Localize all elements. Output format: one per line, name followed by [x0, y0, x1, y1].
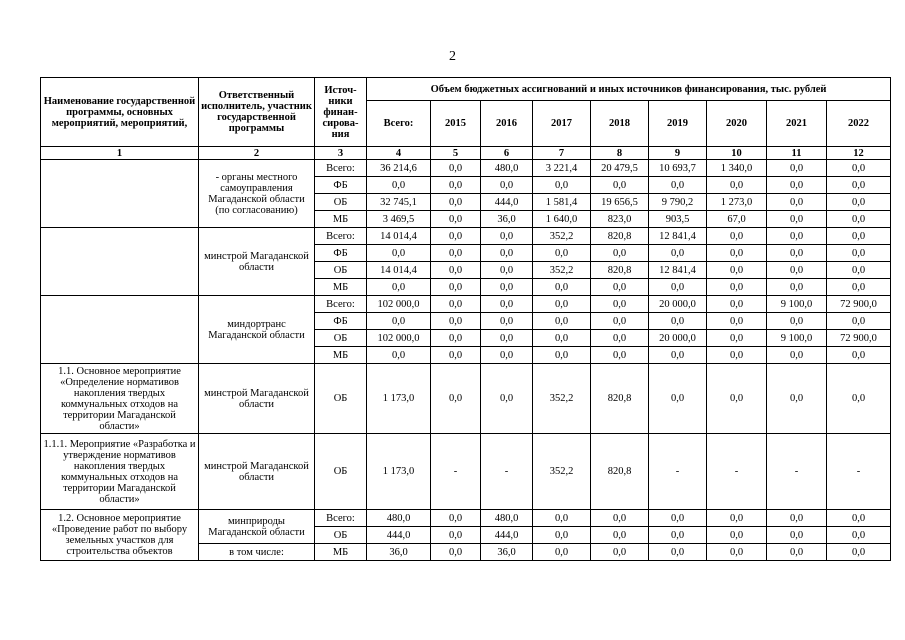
- cell-value: 352,2: [533, 262, 591, 279]
- column-number: 8: [591, 147, 649, 160]
- column-number: 7: [533, 147, 591, 160]
- cell-value: 0,0: [591, 177, 649, 194]
- cell-value: 0,0: [827, 245, 891, 262]
- cell-value: 0,0: [649, 347, 707, 364]
- table-row: [41, 296, 891, 313]
- header-year: 2019: [649, 101, 707, 147]
- cell-value: 0,0: [481, 279, 533, 296]
- cell-value: 480,0: [481, 160, 533, 177]
- cell-value: 36 214,6: [367, 160, 431, 177]
- cell-value: 0,0: [827, 160, 891, 177]
- table-row: [41, 434, 891, 510]
- row-executor-note: в том числе:: [199, 544, 315, 561]
- cell-value: 0,0: [827, 194, 891, 211]
- row-executor: минприроды Магаданской области: [199, 510, 315, 544]
- column-number: 5: [431, 147, 481, 160]
- cell-value: 0,0: [649, 245, 707, 262]
- cell-value: 0,0: [367, 279, 431, 296]
- column-number-row: [41, 147, 891, 160]
- table-row: [41, 364, 891, 434]
- column-number: 6: [481, 147, 533, 160]
- header-executor: Ответственный исполнитель, участник государственной программы: [199, 78, 315, 147]
- cell-value: -: [649, 434, 707, 510]
- table-body: [41, 160, 891, 561]
- cell-value: 0,0: [767, 279, 827, 296]
- cell-value: 0,0: [707, 510, 767, 527]
- cell-value: 0,0: [533, 279, 591, 296]
- cell-value: 0,0: [591, 279, 649, 296]
- cell-value: -: [481, 434, 533, 510]
- cell-value: 480,0: [367, 510, 431, 527]
- column-number: 9: [649, 147, 707, 160]
- header-name: Наименование государственной программы, основных мероприятий, мероприятий,: [41, 78, 199, 147]
- cell-value: 0,0: [533, 313, 591, 330]
- cell-value: 0,0: [481, 313, 533, 330]
- cell-value: 19 656,5: [591, 194, 649, 211]
- cell-value: 0,0: [591, 347, 649, 364]
- cell-value: 0,0: [767, 177, 827, 194]
- cell-value: 0,0: [767, 228, 827, 245]
- column-number: 12: [827, 147, 891, 160]
- cell-value: 0,0: [767, 160, 827, 177]
- row-source: Всего:: [315, 510, 367, 527]
- cell-value: 0,0: [431, 330, 481, 347]
- cell-value: 0,0: [707, 544, 767, 561]
- row-name: [41, 160, 199, 228]
- cell-value: 0,0: [707, 364, 767, 434]
- cell-value: 0,0: [707, 228, 767, 245]
- cell-value: 67,0: [707, 211, 767, 228]
- header-year: 2018: [591, 101, 649, 147]
- cell-value: 14 014,4: [367, 228, 431, 245]
- cell-value: 1 581,4: [533, 194, 591, 211]
- cell-value: 0,0: [591, 544, 649, 561]
- cell-value: 820,8: [591, 262, 649, 279]
- cell-value: 0,0: [431, 160, 481, 177]
- cell-value: 0,0: [481, 177, 533, 194]
- cell-value: 823,0: [591, 211, 649, 228]
- cell-value: 0,0: [649, 510, 707, 527]
- row-source: МБ: [315, 211, 367, 228]
- row-source: МБ: [315, 347, 367, 364]
- cell-value: 0,0: [591, 245, 649, 262]
- cell-value: 0,0: [481, 245, 533, 262]
- header-source: Источ-ники финан-сирова-ния: [315, 78, 367, 147]
- cell-value: 0,0: [431, 211, 481, 228]
- cell-value: 0,0: [481, 347, 533, 364]
- cell-value: 20 000,0: [649, 296, 707, 313]
- cell-value: -: [827, 434, 891, 510]
- row-source: ОБ: [315, 364, 367, 434]
- cell-value: 444,0: [481, 527, 533, 544]
- cell-value: 0,0: [481, 296, 533, 313]
- cell-value: 12 841,4: [649, 228, 707, 245]
- cell-value: 0,0: [767, 347, 827, 364]
- header-total: Всего:: [367, 101, 431, 147]
- cell-value: 0,0: [649, 313, 707, 330]
- cell-value: 0,0: [767, 544, 827, 561]
- cell-value: 820,8: [591, 364, 649, 434]
- cell-value: 0,0: [431, 347, 481, 364]
- cell-value: 36,0: [367, 544, 431, 561]
- cell-value: 0,0: [827, 347, 891, 364]
- cell-value: 0,0: [367, 313, 431, 330]
- cell-value: 0,0: [431, 279, 481, 296]
- cell-value: 1 173,0: [367, 434, 431, 510]
- column-number: 11: [767, 147, 827, 160]
- cell-value: 0,0: [431, 544, 481, 561]
- cell-value: 0,0: [591, 527, 649, 544]
- cell-value: 0,0: [767, 510, 827, 527]
- cell-value: 10 693,7: [649, 160, 707, 177]
- column-number: 1: [41, 147, 199, 160]
- cell-value: 0,0: [533, 510, 591, 527]
- page-number: 2: [449, 49, 456, 64]
- cell-value: 444,0: [367, 527, 431, 544]
- cell-value: 0,0: [533, 177, 591, 194]
- cell-value: 0,0: [827, 364, 891, 434]
- row-source: ОБ: [315, 527, 367, 544]
- table-row: [41, 160, 891, 177]
- header-year: 2022: [827, 101, 891, 147]
- row-executor: миндортранс Магаданской области: [199, 296, 315, 364]
- cell-value: 0,0: [481, 228, 533, 245]
- cell-value: 0,0: [649, 544, 707, 561]
- cell-value: 0,0: [431, 296, 481, 313]
- header-year: 2017: [533, 101, 591, 147]
- cell-value: 0,0: [591, 313, 649, 330]
- cell-value: 0,0: [591, 510, 649, 527]
- row-name: 1.1.1. Мероприятие «Разработка и утверждение нормативов накопления твердых коммунальных отходов на территории Магаданской области»: [41, 434, 199, 510]
- cell-value: 20 479,5: [591, 160, 649, 177]
- column-number: 4: [367, 147, 431, 160]
- cell-value: 0,0: [533, 347, 591, 364]
- cell-value: 0,0: [431, 510, 481, 527]
- cell-value: 0,0: [767, 364, 827, 434]
- header-year: 2020: [707, 101, 767, 147]
- row-source: ФБ: [315, 177, 367, 194]
- cell-value: -: [707, 434, 767, 510]
- cell-value: 0,0: [649, 364, 707, 434]
- cell-value: 3 469,5: [367, 211, 431, 228]
- header-year: 2021: [767, 101, 827, 147]
- cell-value: 0,0: [533, 544, 591, 561]
- cell-value: 0,0: [649, 527, 707, 544]
- row-name: [41, 228, 199, 296]
- row-source: МБ: [315, 279, 367, 296]
- row-source: ФБ: [315, 245, 367, 262]
- cell-value: 0,0: [767, 313, 827, 330]
- cell-value: 0,0: [827, 527, 891, 544]
- row-executor: минстрой Магаданской области: [199, 434, 315, 510]
- cell-value: 0,0: [827, 177, 891, 194]
- cell-value: -: [431, 434, 481, 510]
- cell-value: 820,8: [591, 434, 649, 510]
- cell-value: 0,0: [533, 527, 591, 544]
- cell-value: 0,0: [707, 527, 767, 544]
- cell-value: 0,0: [767, 211, 827, 228]
- cell-value: 352,2: [533, 434, 591, 510]
- cell-value: 352,2: [533, 228, 591, 245]
- row-source: МБ: [315, 544, 367, 561]
- cell-value: 36,0: [481, 544, 533, 561]
- cell-value: 0,0: [767, 527, 827, 544]
- cell-value: 0,0: [431, 228, 481, 245]
- cell-value: 72 900,0: [827, 296, 891, 313]
- header-volume: Объем бюджетных ассигнований и иных источников финансирования, тыс. рублей: [367, 78, 891, 101]
- cell-value: 0,0: [533, 330, 591, 347]
- cell-value: 0,0: [707, 296, 767, 313]
- row-source: ФБ: [315, 313, 367, 330]
- row-source: ОБ: [315, 330, 367, 347]
- cell-value: 0,0: [431, 177, 481, 194]
- cell-value: 102 000,0: [367, 296, 431, 313]
- cell-value: 32 745,1: [367, 194, 431, 211]
- cell-value: 0,0: [431, 527, 481, 544]
- cell-value: -: [767, 434, 827, 510]
- row-executor: - органы местного самоуправления Магаданской области (по согласованию): [199, 160, 315, 228]
- cell-value: 0,0: [827, 228, 891, 245]
- column-number: 10: [707, 147, 767, 160]
- column-number: 3: [315, 147, 367, 160]
- cell-value: 36,0: [481, 211, 533, 228]
- cell-value: 9 790,2: [649, 194, 707, 211]
- cell-value: 0,0: [481, 364, 533, 434]
- cell-value: 20 000,0: [649, 330, 707, 347]
- cell-value: 0,0: [649, 279, 707, 296]
- cell-value: 72 900,0: [827, 330, 891, 347]
- cell-value: 0,0: [533, 245, 591, 262]
- cell-value: 0,0: [431, 364, 481, 434]
- header-year: 2016: [481, 101, 533, 147]
- cell-value: 0,0: [649, 177, 707, 194]
- cell-value: 444,0: [481, 194, 533, 211]
- cell-value: 0,0: [767, 262, 827, 279]
- cell-value: 0,0: [827, 279, 891, 296]
- cell-value: 480,0: [481, 510, 533, 527]
- cell-value: 0,0: [767, 194, 827, 211]
- cell-value: 0,0: [431, 262, 481, 279]
- cell-value: 1 340,0: [707, 160, 767, 177]
- cell-value: 0,0: [533, 296, 591, 313]
- cell-value: 0,0: [707, 347, 767, 364]
- cell-value: 9 100,0: [767, 330, 827, 347]
- cell-value: 0,0: [707, 177, 767, 194]
- row-name: 1.1. Основное мероприятие «Определение нормативов накопления твердых коммунальных отходов на территории Магаданской области»: [41, 364, 199, 434]
- column-number: 2: [199, 147, 315, 160]
- row-source: Всего:: [315, 296, 367, 313]
- row-name: [41, 296, 199, 364]
- cell-value: 820,8: [591, 228, 649, 245]
- cell-value: 0,0: [707, 262, 767, 279]
- row-name: 1.2. Основное мероприятие «Проведение работ по выбору земельных участков для строительства объектов: [41, 510, 199, 561]
- cell-value: 9 100,0: [767, 296, 827, 313]
- cell-value: 0,0: [481, 262, 533, 279]
- cell-value: 0,0: [827, 211, 891, 228]
- header-year: 2015: [431, 101, 481, 147]
- cell-value: 0,0: [707, 313, 767, 330]
- cell-value: 0,0: [707, 279, 767, 296]
- row-source: Всего:: [315, 228, 367, 245]
- cell-value: 0,0: [367, 177, 431, 194]
- cell-value: 0,0: [707, 245, 767, 262]
- cell-value: 0,0: [827, 544, 891, 561]
- table-row: [41, 228, 891, 245]
- cell-value: 0,0: [827, 313, 891, 330]
- cell-value: 1 173,0: [367, 364, 431, 434]
- cell-value: 1 273,0: [707, 194, 767, 211]
- cell-value: 0,0: [431, 194, 481, 211]
- budget-table: [40, 77, 891, 561]
- cell-value: 14 014,4: [367, 262, 431, 279]
- cell-value: 352,2: [533, 364, 591, 434]
- cell-value: 1 640,0: [533, 211, 591, 228]
- cell-value: 0,0: [367, 245, 431, 262]
- cell-value: 0,0: [431, 313, 481, 330]
- row-source: ОБ: [315, 434, 367, 510]
- row-executor: минстрой Магаданской области: [199, 228, 315, 296]
- cell-value: 0,0: [481, 330, 533, 347]
- cell-value: 102 000,0: [367, 330, 431, 347]
- cell-value: 0,0: [591, 330, 649, 347]
- row-source: ОБ: [315, 262, 367, 279]
- cell-value: 0,0: [431, 245, 481, 262]
- table-row: [41, 510, 891, 527]
- cell-value: 0,0: [707, 330, 767, 347]
- row-executor: минстрой Магаданской области: [199, 364, 315, 434]
- cell-value: 12 841,4: [649, 262, 707, 279]
- cell-value: 0,0: [767, 245, 827, 262]
- cell-value: 0,0: [827, 262, 891, 279]
- cell-value: 0,0: [367, 347, 431, 364]
- row-source: ОБ: [315, 194, 367, 211]
- cell-value: 0,0: [591, 296, 649, 313]
- cell-value: 903,5: [649, 211, 707, 228]
- cell-value: 0,0: [827, 510, 891, 527]
- cell-value: 3 221,4: [533, 160, 591, 177]
- row-source: Всего:: [315, 160, 367, 177]
